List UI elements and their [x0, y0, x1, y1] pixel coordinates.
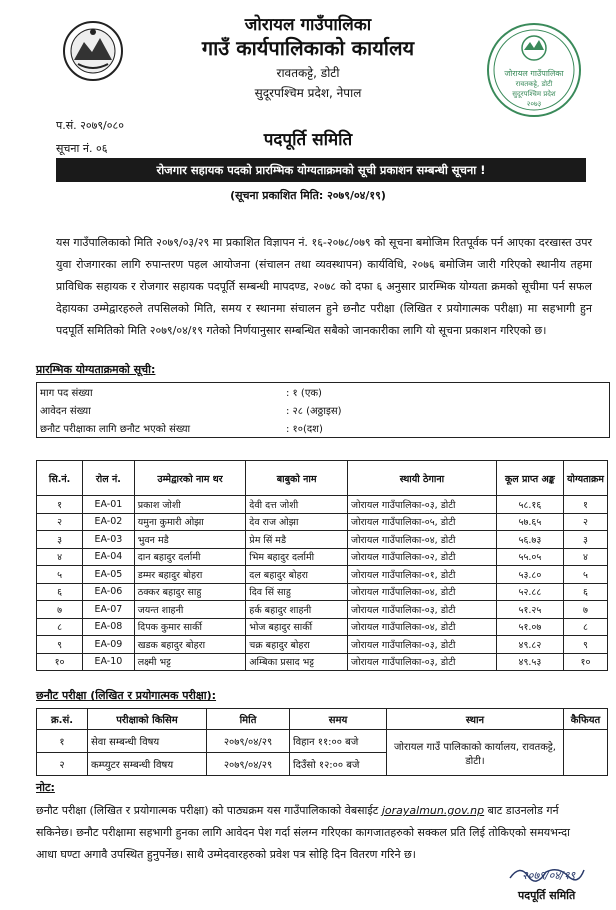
cell-rank: ८: [563, 618, 607, 636]
cell-address: जोरायल गाउँपालिका-०४, डोटी: [348, 583, 497, 601]
cell-roll: EA-04: [83, 548, 135, 566]
cell-sn: २: [37, 513, 83, 531]
cell-rank: ५: [563, 566, 607, 584]
exam-header-date: मिति: [207, 709, 290, 730]
note-text-after: बाट डाउनलोड गर्न सकिनेछ। छनौट परीक्षामा सहभागी हुनका लागि आवेदन पेश गर्दा संलग्न गरिएका कागजातहरुको सक्कल प्रति लिई तोकिएको समयभन्दा आधा घण्टा अगावै उपस्थित हुनुपर्नेछ। साथै उम्मेदवारहरुको प्रवेश पत्र सोहि दिन वितरण गरिने छ।: [36, 804, 570, 861]
exam-type: कम्प्युटर सम्बन्धी विषय: [88, 753, 207, 776]
cell-sn: ३: [37, 531, 83, 549]
exam-header-row: [37, 709, 608, 730]
signature-date: २०७९/०४/१९: [522, 869, 576, 882]
exam-header-sn: क्र.सं.: [37, 709, 88, 730]
cell-roll: EA-01: [83, 496, 135, 514]
cell-name: प्रकाश जोशी: [134, 496, 246, 514]
table-row: [37, 513, 608, 531]
cell-name: डम्मर बहादुर बोहरा: [134, 566, 246, 584]
cell-father: भोज बहादुर सार्की: [246, 618, 348, 636]
exam-time: विहान ११:०० बजे: [290, 730, 387, 753]
summary-value: : २८ (अठ्ठाइस): [286, 406, 342, 417]
header-sn: सि.नं.: [37, 461, 83, 496]
cell-roll: EA-06: [83, 583, 135, 601]
svg-text:रावतकट्टे, डोटी: रावतकट्टे, डोटी: [515, 80, 553, 88]
cell-address: जोरायल गाउँपालिका-०३, डोटी: [348, 601, 497, 619]
summary-value: : १०(दश): [286, 424, 323, 435]
website-link[interactable]: jorayalmun.gov.np: [381, 804, 485, 817]
cell-sn: १०: [37, 653, 83, 671]
cell-rank: ३: [563, 531, 607, 549]
office-province: सुदूरपश्चिम प्रदेश, नेपाल: [254, 86, 362, 100]
candidates-table: [36, 460, 608, 671]
cell-address: जोरायल गाउँपालिका-०५, डोटी: [348, 513, 497, 531]
cell-father: देव राज ओझा: [246, 513, 348, 531]
cell-sn: ७: [37, 601, 83, 619]
summary-label: आवेदन संख्या: [40, 406, 91, 417]
published-date: (सूचना प्रकाशित मिति: २०७९/०४/१९): [230, 189, 386, 202]
exam-title: छनौट परीक्षा (लिखित र प्रयोगात्मक परीक्षा):: [36, 689, 217, 702]
cell-address: जोरायल गाउँपालिका-०३, डोटी: [348, 653, 497, 671]
exam-row: [37, 730, 608, 753]
exam-header-time: समय: [290, 709, 387, 730]
cell-marks: ५१.२५: [496, 601, 563, 619]
cell-rank: २: [563, 513, 607, 531]
table-row: [37, 496, 608, 514]
cell-rank: ४: [563, 548, 607, 566]
header-father: बाबुको नाम: [246, 461, 348, 496]
cell-father: चक्र बहादुर बोहरा: [246, 636, 348, 654]
table-row: [37, 583, 608, 601]
header-name: उम्मेद्वारको नाम थर: [134, 461, 246, 496]
table-row: [37, 653, 608, 671]
municipality-name: जोरायल गाउँपालिका: [244, 15, 372, 35]
exam-date: २०७९/०४/२९: [207, 753, 290, 776]
cell-name: भुवन मडै: [134, 531, 246, 549]
cell-roll: EA-03: [83, 531, 135, 549]
cell-roll: EA-05: [83, 566, 135, 584]
table-row: [37, 636, 608, 654]
table-row: [37, 531, 608, 549]
header-marks: कूल प्राप्त अङ्क: [496, 461, 563, 496]
summary-title: प्रारम्भिक योग्यताक्रमको सूची:: [36, 363, 156, 376]
cell-marks: ५५.०५: [496, 548, 563, 566]
table-row: [37, 618, 608, 636]
cell-marks: ४९.५३: [496, 653, 563, 671]
cell-name: ठक्कर बहादुर साहु: [134, 583, 246, 601]
exam-remarks: [564, 730, 608, 776]
cell-marks: ५७.६५: [496, 513, 563, 531]
cell-roll: EA-09: [83, 636, 135, 654]
header-roll: रोल नं.: [83, 461, 135, 496]
cell-roll: EA-07: [83, 601, 135, 619]
cell-address: जोरायल गाउँपालिका-०३, डोटी: [348, 496, 497, 514]
cell-father: अम्बिका प्रसाद भट्ट: [246, 653, 348, 671]
summary-label: माग पद संख्या: [40, 388, 93, 399]
cell-father: प्रेम सिं मडै: [246, 531, 348, 549]
header-rank: योग्यताक्रम: [563, 461, 607, 496]
candidates-header-row: [37, 461, 608, 496]
summary-row: [37, 419, 609, 437]
notice-banner: रोजगार सहायक पदको प्रारम्भिक योग्यताक्रमको सूची प्रकाशन सम्बन्धी सूचना !: [56, 158, 586, 182]
table-row: [37, 566, 608, 584]
cell-sn: ६: [37, 583, 83, 601]
cell-marks: ५१.०७: [496, 618, 563, 636]
cell-father: दिव सिं साहु: [246, 583, 348, 601]
cell-marks: ५६.७३: [496, 531, 563, 549]
cell-roll: EA-02: [83, 513, 135, 531]
exam-time: दिउँसो १२:०० बजे: [290, 753, 387, 776]
office-address: रावतकट्टे, डोटी: [276, 66, 340, 80]
signature-title: पदपूर्ति समिति: [518, 889, 576, 902]
exam-header-remarks: कैफियत: [564, 709, 608, 730]
cell-sn: ५: [37, 566, 83, 584]
summary-row: [37, 401, 609, 419]
svg-text:२०७३: २०७३: [526, 100, 542, 108]
cell-father: भिम बहादुर दर्लामी: [246, 548, 348, 566]
cell-address: जोरायल गाउँपालिका-०४, डोटी: [348, 618, 497, 636]
summary-box: [36, 382, 610, 438]
office-name: गाउँ कार्यपालिकाको कार्यालय: [201, 36, 415, 60]
cell-father: दल बहादुर बोहरा: [246, 566, 348, 584]
note-text-before: छनौट परीक्षा (लिखित र प्रयोगात्मक परीक्षा) को पाठ्यक्रम यस गाउँपालिकाको वेबसाईट: [36, 804, 382, 817]
cell-name: जयन्त शाहनी: [134, 601, 246, 619]
cell-sn: ८: [37, 618, 83, 636]
exam-sn: १: [37, 730, 88, 753]
exam-table: [36, 708, 608, 776]
cell-marks: ४९.८२: [496, 636, 563, 654]
summary-value: : १ (एक): [286, 388, 322, 399]
exam-date: २०७९/०४/२९: [207, 730, 290, 753]
exam-sn: २: [37, 753, 88, 776]
notice-number: सूचना नं. ०६: [56, 142, 108, 155]
cell-marks: ५८.१६: [496, 496, 563, 514]
cell-rank: १०: [563, 653, 607, 671]
cell-address: जोरायल गाउँपालिका-०१, डोटी: [348, 566, 497, 584]
table-row: [37, 601, 608, 619]
svg-text:जोरायल गाउँपालिका: जोरायल गाउँपालिका: [504, 69, 564, 78]
cell-name: दान बहादुर दर्लामी: [134, 548, 246, 566]
cell-name: यमुना कुमारी ओझा: [134, 513, 246, 531]
exam-header-type: परीक्षाको किसिम: [88, 709, 207, 730]
notice-paragraph: यस गाउँपालिकाको मिति २०७९/०३/२९ मा प्रकाशित विज्ञापन नं. १६-२०७८/०७९ को सूचना बमोजिम रितपूर्वक पर्न आएका दरखास्त उपर युवा रोजगारका लागि रुपान्तरण पहल आयोजना (संचालन तथा व्यवस्थापन) कार्यविधि, २०७६ बमोजिम जारी गरिएको स्थानीय तहमा प्राविधिक सहायक र रोजगार सहायक पदपूर्ति सम्बन्धी मापदण्ड, २०७८ को दफा ६ अनुसार प्रारम्भिक योग्यता क्रमको सूचीमा पर्न सफल देहायका उम्मेद्वारहरुले तपसिलको मिति, समय र स्थानमा संचालन हुने छनौट परीक्षा (लिखित र प्रयोगात्मक परीक्षा) मा सहभागी हुन पदपूर्ति समितिको मिति २०७९/०४/१९ गतेको निर्णयानुसार सम्बन्धित सबैको जानकारीका लागि यो सूचना प्रकाशन गरिएको छ।: [56, 236, 592, 337]
cell-sn: ९: [37, 636, 83, 654]
exam-header-venue: स्थान: [387, 709, 564, 730]
cell-sn: १: [37, 496, 83, 514]
cell-name: खडक बहादुर बोहरा: [134, 636, 246, 654]
summary-row: [37, 383, 609, 401]
exam-type: सेवा सम्बन्धी विषय: [88, 730, 207, 753]
cell-address: जोरायल गाउँपालिका-०४, डोटी: [348, 531, 497, 549]
exam-venue: जोरायल गाउँ पालिकाको कार्यालय, रावतकट्टे, डोटी।: [387, 730, 564, 776]
note-label: नोट:: [36, 781, 55, 794]
cell-rank: ७: [563, 601, 607, 619]
cell-father: हर्क बहादुर शाहनी: [246, 601, 348, 619]
cell-name: दिपक कुमार सार्की: [134, 618, 246, 636]
summary-label: छनौट परीक्षाका लागि छनौट भएको संख्या: [40, 424, 191, 435]
cell-sn: ४: [37, 548, 83, 566]
cell-roll: EA-08: [83, 618, 135, 636]
cell-name: लक्ष्मी भट्ट: [134, 653, 246, 671]
cell-marks: ५२.८८: [496, 583, 563, 601]
table-row: [37, 548, 608, 566]
note-text: [36, 800, 592, 866]
cell-address: जोरायल गाउँपालिका-०३, डोटी: [348, 636, 497, 654]
header-address: स्थायी ठेगाना: [348, 461, 497, 496]
section-title: पदपूर्ति समिति: [263, 130, 353, 150]
cell-rank: १: [563, 496, 607, 514]
cell-rank: ६: [563, 583, 607, 601]
cell-marks: ५३.८०: [496, 566, 563, 584]
cell-roll: EA-10: [83, 653, 135, 671]
cell-rank: ९: [563, 636, 607, 654]
svg-text:सुदूरपश्चिम प्रदेश: सुदूरपश्चिम प्रदेश: [512, 90, 556, 98]
cell-address: जोरायल गाउँपालिका-०२, डोटी: [348, 548, 497, 566]
reference-number: प.सं. २०७९/०८०: [56, 119, 124, 132]
cell-father: देवी दत्त जोशी: [246, 496, 348, 514]
